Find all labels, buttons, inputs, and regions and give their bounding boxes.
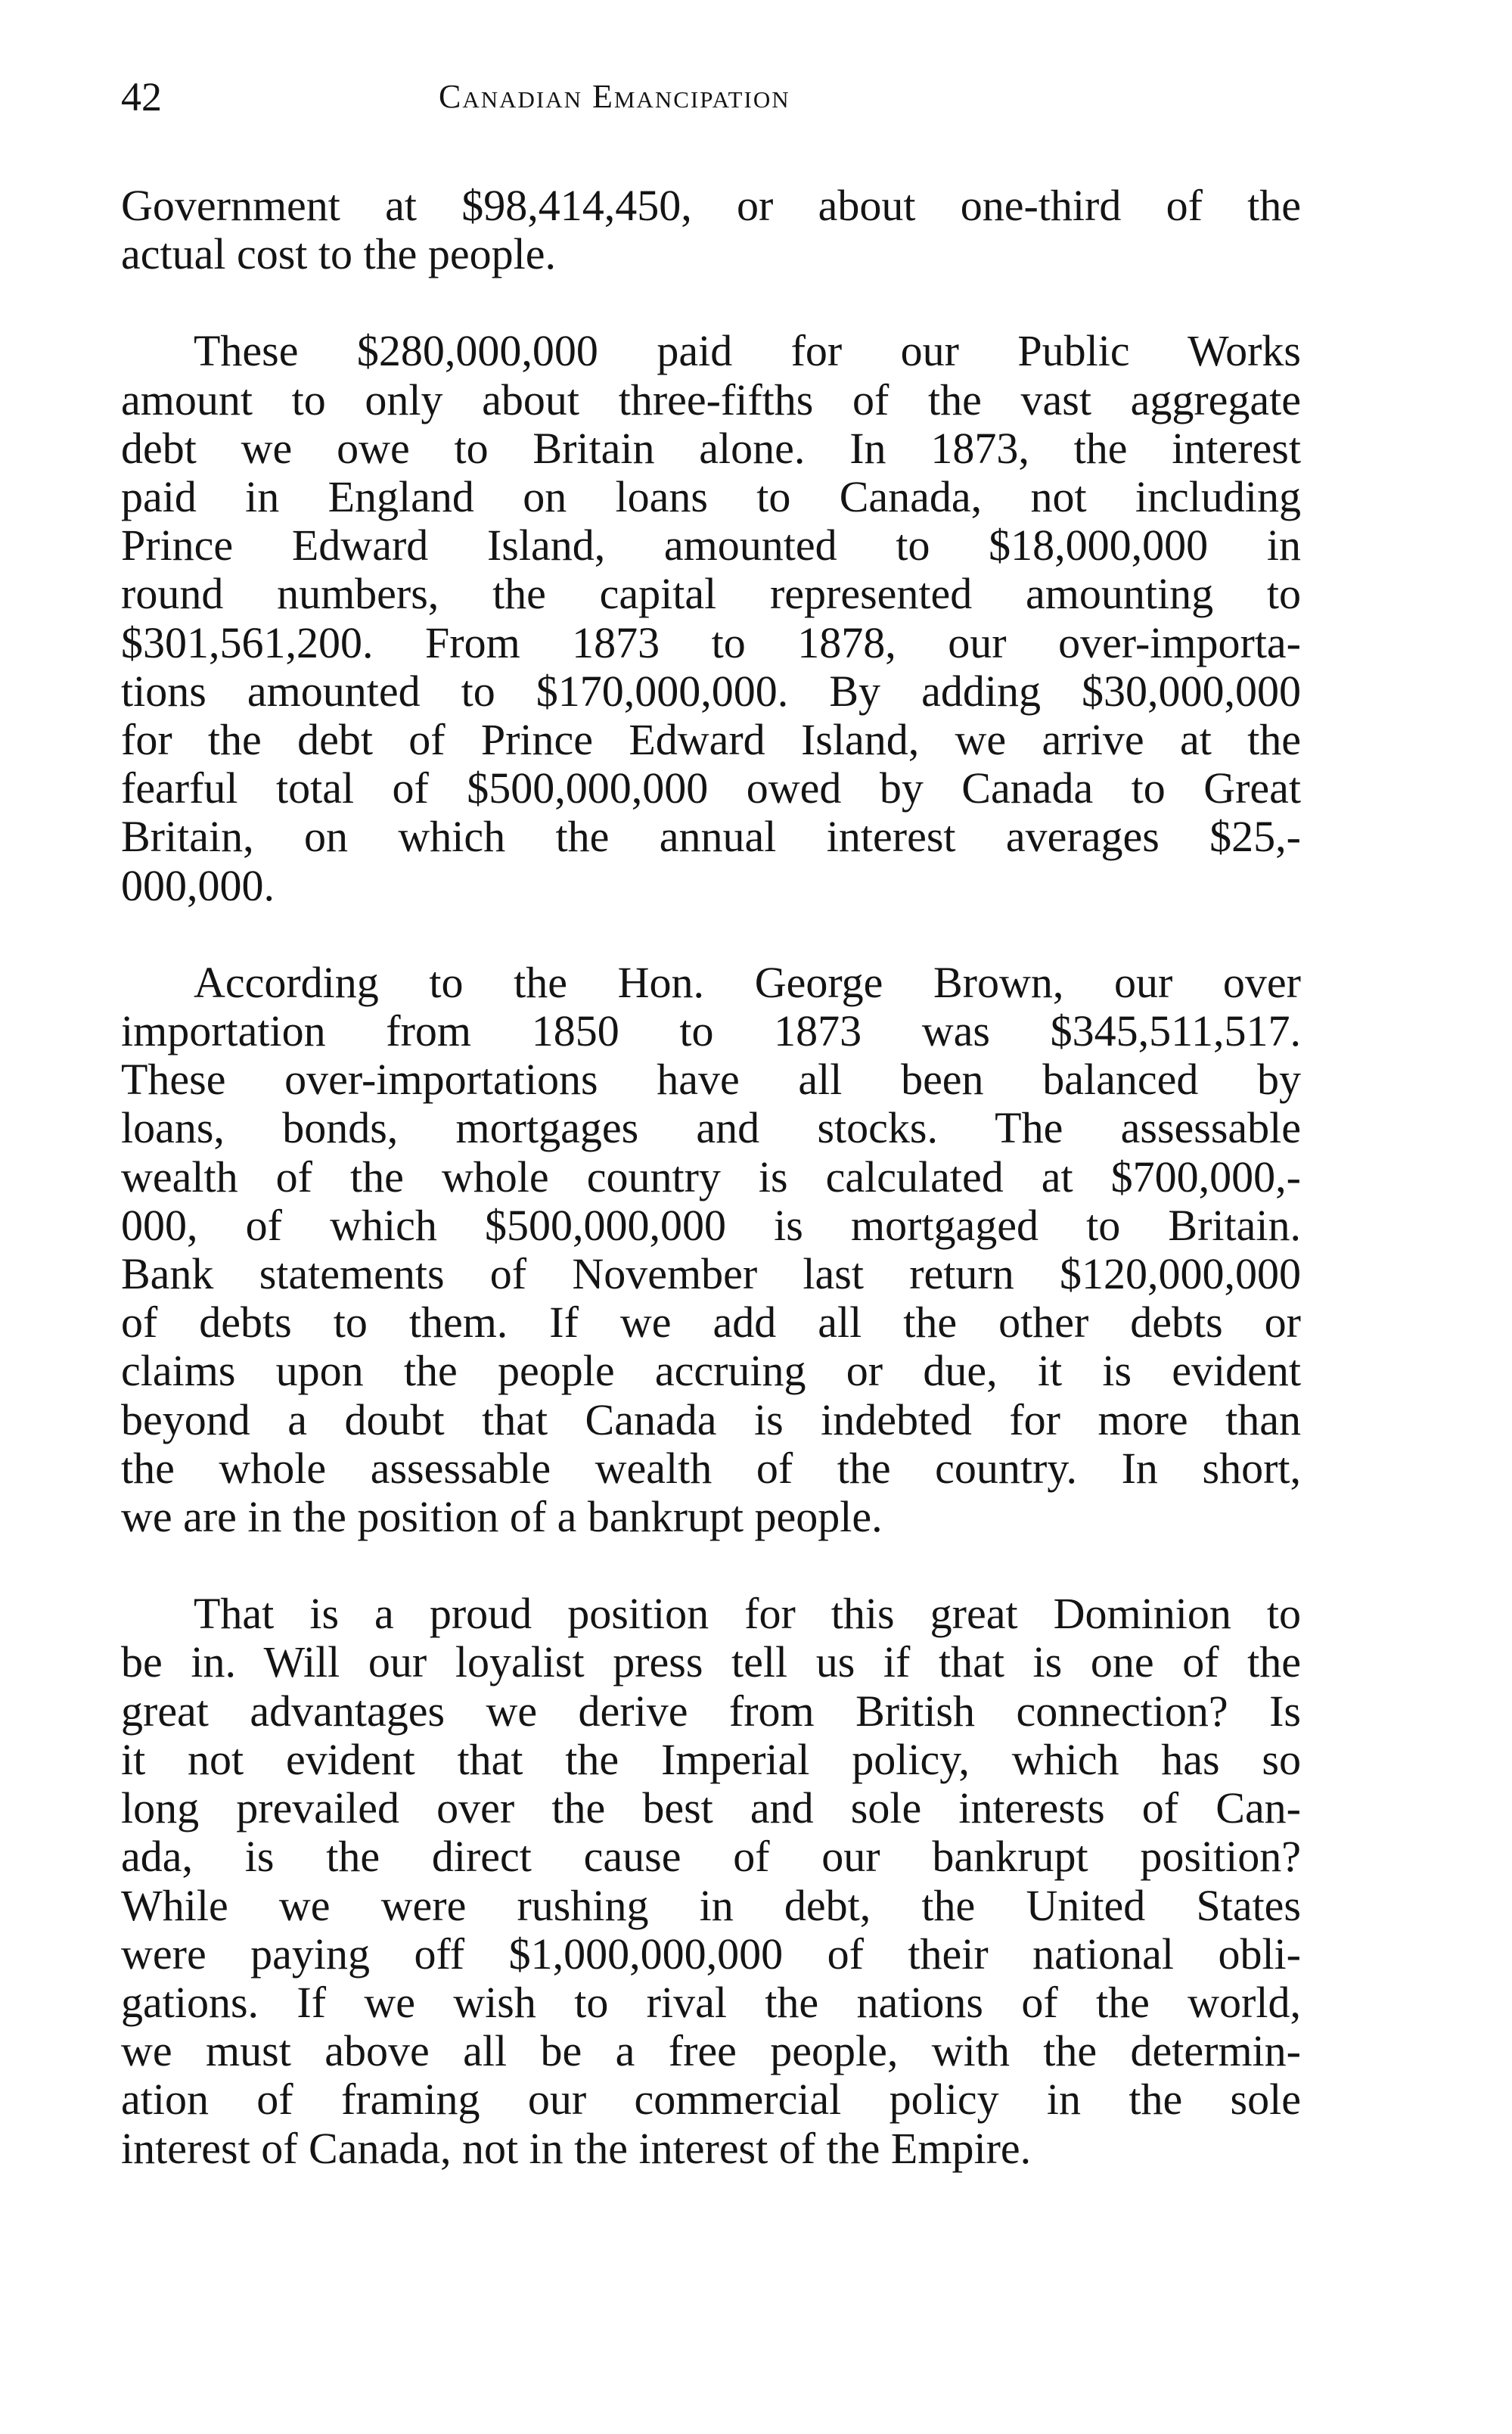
text-line: Bank statements of November last return $120,000,000: [121, 1249, 1301, 1299]
text-line: gations. If we wish to rival the nations of the world,: [121, 1977, 1301, 2027]
text-line: tions amounted to $170,000,000. By adding $30,000,000: [121, 666, 1301, 716]
text-line: Britain, on which the annual interest averages $25,-: [121, 812, 1301, 862]
paragraph-1: [121, 182, 1301, 278]
text-line: ation of framing our commercial policy in the sole: [121, 2075, 1301, 2125]
text-line: These $280,000,000 paid for our Public Works: [194, 326, 1301, 376]
text-line: paid in England on loans to Canada, not including: [121, 472, 1301, 522]
text-line: 000,000.: [121, 860, 275, 910]
text-line: According to the Hon. George Brown, our over: [194, 957, 1301, 1007]
text-line: great advantages we derive from British connection? Is: [121, 1686, 1301, 1736]
text-line: amount to only about three-fifths of the vast aggregate: [121, 375, 1301, 424]
text-line: While we were rushing in debt, the United States: [121, 1880, 1301, 1930]
text-line: it not evident that the Imperial policy, which has so: [121, 1734, 1301, 1784]
text-line: $301,561,200. From 1873 to 1878, our over-importa-: [121, 617, 1301, 667]
text-line: long prevailed over the best and sole interests of Can-: [121, 1783, 1301, 1833]
text-line: actual cost to the people.: [121, 229, 556, 279]
text-line: debt we owe to Britain alone. In 1873, the interest: [121, 423, 1301, 473]
text-line: were paying off $1,000,000,000 of their national obli-: [121, 1929, 1301, 1979]
paragraph-3: [121, 959, 1301, 1541]
text-line: round numbers, the capital represented amounting to: [121, 569, 1301, 619]
text-line: Prince Edward Island, amounted to $18,000,000 in: [121, 521, 1301, 570]
text-line: be in. Will our loyalist press tell us if that is one of the: [121, 1637, 1301, 1687]
text-line: That is a proud position for this great Dominion to: [194, 1589, 1301, 1639]
text-line: importation from 1850 to 1873 was $345,511,517.: [121, 1006, 1301, 1056]
text-line: These over-importations have all been balanced by: [121, 1055, 1301, 1105]
running-head: [121, 67, 1286, 127]
text-line: fearful total of $500,000,000 owed by Canada to Great: [121, 763, 1301, 813]
text-line: wealth of the whole country is calculated at $700,000,-: [121, 1152, 1301, 1201]
text-line: Government at $98,414,450, or about one-third of the: [121, 181, 1301, 230]
text-line: 000, of which $500,000,000 is mortgaged to Britain.: [121, 1200, 1301, 1250]
paragraph-4: [121, 1590, 1301, 2172]
paragraph-2: [121, 327, 1301, 909]
body-text: [121, 182, 1301, 2173]
text-line: ada, is the direct cause of our bankrupt position?: [121, 1832, 1301, 1882]
text-line: loans, bonds, mortgages and stocks. The assessable: [121, 1103, 1301, 1153]
text-line: we are in the position of a bankrupt people.: [121, 1492, 883, 1542]
text-line: claims upon the people accruing or due, it is evident: [121, 1346, 1301, 1396]
text-line: interest of Canada, not in the interest of the Empire.: [121, 2123, 1032, 2173]
running-title: Canadian Emancipation: [439, 78, 790, 115]
text-line: beyond a doubt that Canada is indebted for more than: [121, 1394, 1301, 1444]
text-line: of debts to them. If we add all the other debts or: [121, 1298, 1301, 1348]
text-line: the whole assessable wealth of the country. In short,: [121, 1443, 1301, 1493]
page-number: 42: [121, 74, 162, 120]
text-line: we must above all be a free people, with the determin-: [121, 2026, 1301, 2076]
text-line: for the debt of Prince Edward Island, we arrive at the: [121, 715, 1301, 765]
